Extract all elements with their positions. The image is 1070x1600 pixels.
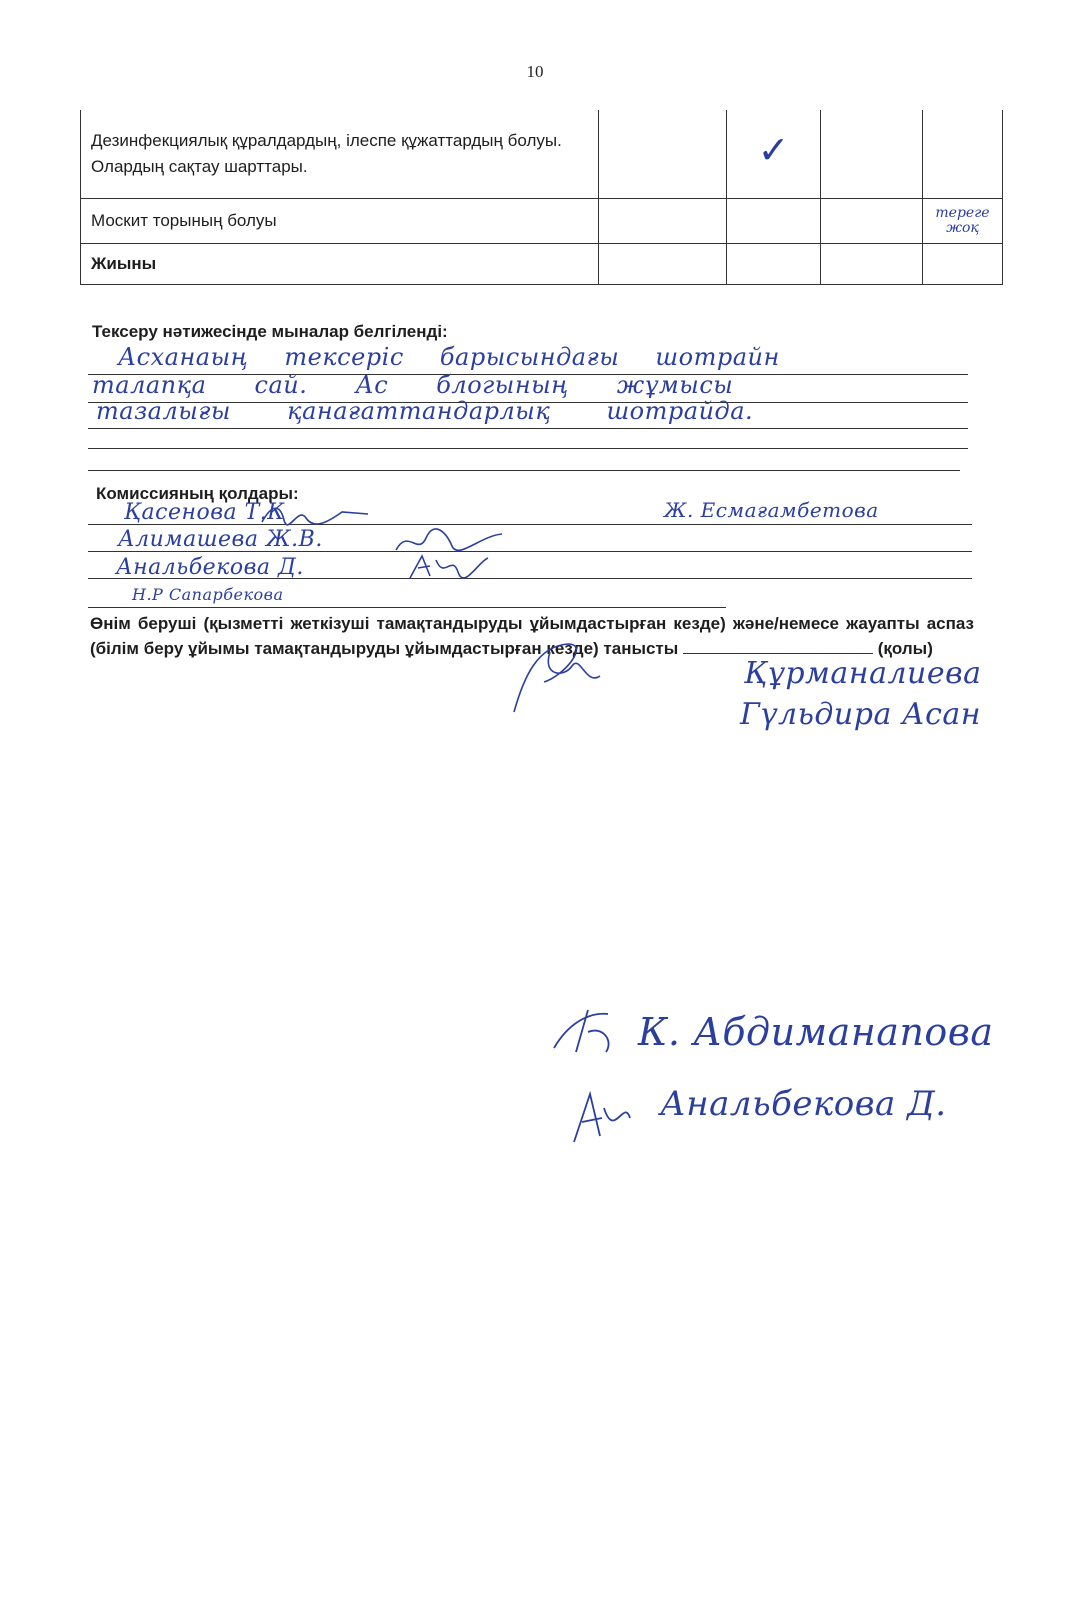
handwritten-name: Құрманалиева	[744, 656, 982, 691]
commission-signature: Н.Р Сапарбекова	[132, 585, 284, 604]
empty-cell	[727, 199, 821, 244]
check-cell	[727, 110, 821, 199]
empty-cell	[599, 110, 727, 199]
commission-signature: Қасенова Т.К	[124, 500, 285, 525]
note-cell	[923, 199, 1003, 244]
empty-cell	[821, 244, 923, 285]
bottom-signature: К. Абдиманапова	[638, 1010, 994, 1054]
commission-signature: Анальбекова Д.	[116, 555, 304, 580]
table-row	[81, 244, 1003, 285]
commission-signature: Ж. Есмағамбетова	[664, 498, 879, 522]
row-label: Дезинфекциялық құралдардың, ілеспе құжаттардың болуы. Олардың сақтау шарттары.	[81, 110, 599, 199]
empty-cell	[599, 199, 727, 244]
table-row	[81, 110, 1003, 199]
bottom-signature: Анальбекова Д.	[660, 1084, 947, 1124]
row-label: Жиыны	[81, 244, 599, 285]
empty-cell	[923, 244, 1003, 285]
findings-rule	[88, 428, 968, 429]
checklist-table	[80, 110, 1003, 285]
commission-heading: Комиссияның қолдары:	[96, 484, 299, 503]
signature-scribble	[404, 552, 494, 582]
acknowledgement-text: Өнім беруші (қызметті жеткізуші тамақтандыруды ұйымдастырған кезде) және/немесе жауапты аспаз (білім беру ұйымы тамақтандыруды ұйымдастырған кезде) танысты	[90, 614, 974, 658]
finding-line: Асханаың тексеріс барысындағы шотрайн	[118, 343, 780, 371]
handwritten-note: тереге жоқ	[935, 205, 990, 236]
checkmark-icon: ✓	[757, 128, 790, 172]
table-row	[81, 199, 1003, 244]
signature-rule	[88, 607, 726, 608]
empty-cell	[923, 110, 1003, 199]
finding-line: тазалығы қанағаттандарлық шотрайда.	[96, 397, 754, 425]
row-label: Москит торының болуы	[81, 199, 599, 244]
signature-scribble	[258, 500, 378, 528]
signature-scribble	[548, 1004, 628, 1060]
empty-cell	[821, 199, 923, 244]
empty-cell	[727, 244, 821, 285]
handwritten-name: Гүльдира Асан	[740, 697, 982, 732]
signature-blank	[683, 637, 873, 654]
commission-signature: Алимашева Ж.В.	[118, 527, 323, 552]
page-number: 10	[526, 62, 544, 81]
empty-cell	[821, 110, 923, 199]
signature-label: (қолы)	[877, 639, 933, 658]
signature-scribble	[494, 636, 604, 716]
signature-scribble	[566, 1088, 636, 1148]
findings-rule	[88, 448, 968, 449]
finding-line: талапқа сай. Ас блогының жұмысы	[92, 371, 734, 399]
findings-rule	[88, 470, 960, 471]
findings-heading: Тексеру нәтижесінде мыналар белгіленді:	[92, 322, 448, 341]
empty-cell	[599, 244, 727, 285]
